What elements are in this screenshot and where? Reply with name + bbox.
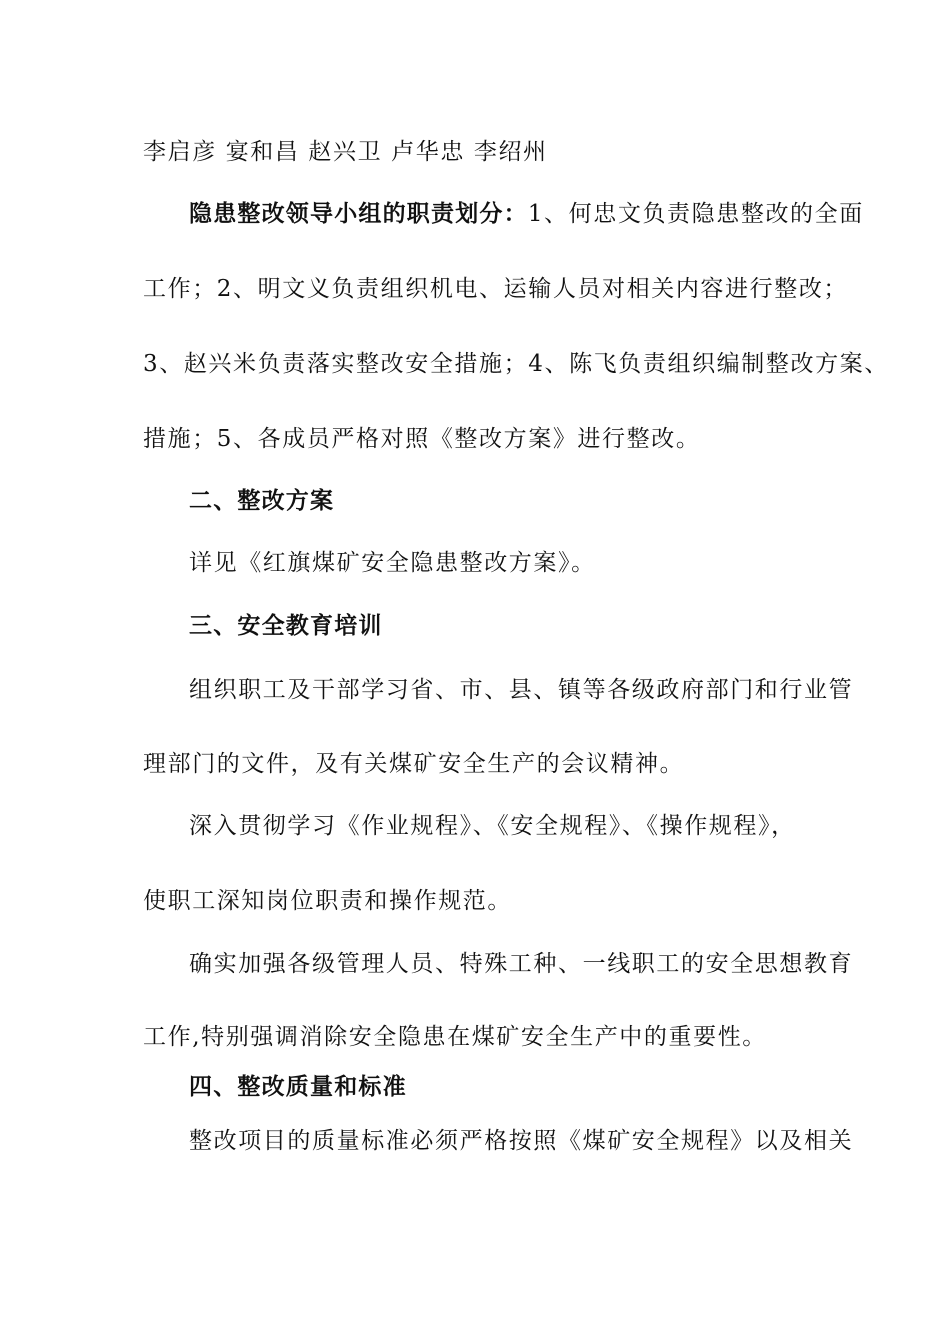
duties-text: 1、何忠文负责隐患整改的全面 bbox=[527, 201, 864, 227]
plan-reference: 详见《红旗煤矿安全隐患整改方案》。 bbox=[189, 550, 596, 576]
section-heading-plan: 二、整改方案 bbox=[189, 488, 335, 514]
duties-paragraph-line-1 bbox=[189, 199, 864, 229]
training-paragraph-2-line-1: 深入贯彻学习《作业规程》、《安全规程》、《操作规程》， bbox=[189, 813, 796, 839]
training-paragraph-3-line-2: 工作,特别强调消除安全隐患在煤矿安全生产中的重要性。 bbox=[143, 1024, 767, 1050]
training-paragraph-1-line-2: 理部门的文件，及有关煤矿安全生产的会议精神。 bbox=[143, 751, 685, 777]
section-heading-training: 三、安全教育培训 bbox=[189, 613, 383, 639]
training-paragraph-1-line-1: 组织职工及干部学习省、市、县、镇等各级政府部门和行业管 bbox=[189, 677, 854, 703]
duties-paragraph-line-2: 工作；2、明文义负责组织机电、运输人员对相关内容进行整改； bbox=[143, 276, 849, 302]
duties-paragraph-line-3: 3、赵兴米负责落实整改安全措施；4、陈飞负责组织编制整改方案、 bbox=[143, 351, 889, 377]
training-paragraph-3-line-1: 确实加强各级管理人员、特殊工种、一线职工的安全思想教育 bbox=[189, 951, 854, 977]
duties-paragraph-line-4: 措施；5、各成员严格对照《整改方案》进行整改。 bbox=[143, 426, 701, 452]
member-names: 李启彦 宴和昌 赵兴卫 卢华忠 李绍州 bbox=[143, 139, 548, 165]
quality-paragraph-line-1: 整改项目的质量标准必须严格按照《煤矿安全规程》以及相关 bbox=[189, 1128, 854, 1154]
training-paragraph-2-line-2: 使职工深知岗位职责和操作规范。 bbox=[143, 888, 512, 914]
duties-label: 隐患整改领导小组的职责划分： bbox=[189, 201, 528, 227]
section-heading-quality: 四、整改质量和标准 bbox=[189, 1074, 407, 1100]
